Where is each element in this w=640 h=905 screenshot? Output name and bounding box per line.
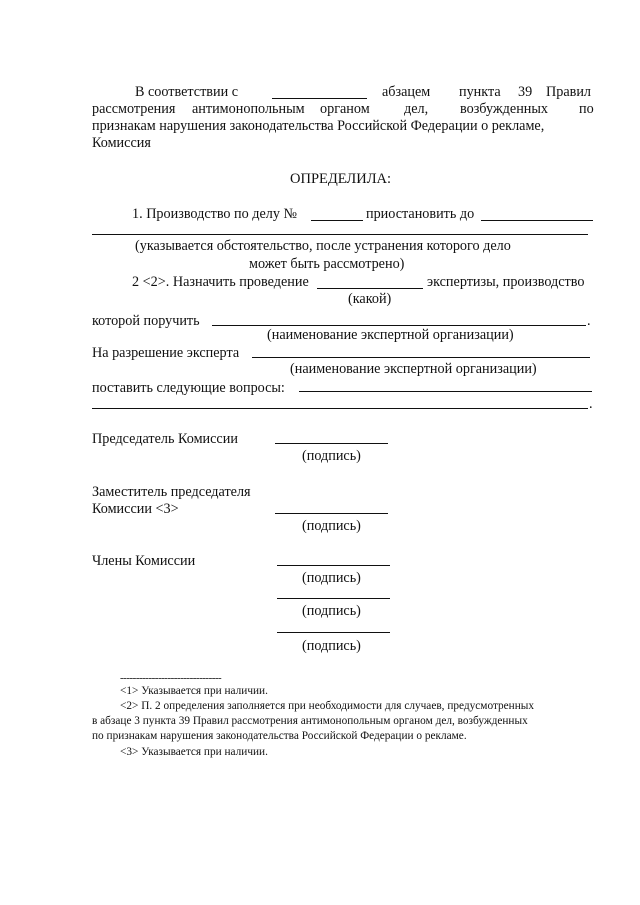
footnote-separator: -------------------------------- xyxy=(120,672,222,684)
footnote-2-line-3: по признакам нарушения законодательства Российской Федерации о рекламе. xyxy=(92,730,467,742)
intro-text: по xyxy=(579,101,594,117)
expert-name-field[interactable] xyxy=(252,357,590,358)
item2-prefix: 2 <2>. Назначить проведение xyxy=(132,274,309,290)
footnote-3: <3> Указывается при наличии. xyxy=(120,746,268,758)
intro-text: 39 xyxy=(518,84,533,100)
assign-end: . xyxy=(587,313,591,329)
intro-line-1c xyxy=(459,84,501,100)
item1-note-2: может быть рассмотрено) xyxy=(249,256,405,272)
expert-label: На разрешение эксперта xyxy=(92,345,240,361)
intro-line-2b xyxy=(192,101,305,117)
case-number-field[interactable] xyxy=(311,208,363,221)
intro-line-2c xyxy=(320,101,370,117)
intro-line-1d xyxy=(518,84,532,100)
signature-caption: (подпись) xyxy=(302,448,361,464)
footnote-1: <1> Указывается при наличии. xyxy=(120,685,268,697)
deputy-label-2: Комиссии <3> xyxy=(92,501,179,517)
members-label: Члены Комиссии xyxy=(92,553,196,569)
member-signature-line-2[interactable] xyxy=(277,598,390,599)
intro-line-1b xyxy=(382,84,430,100)
intro-line-2f xyxy=(579,101,594,117)
intro-text: пункта xyxy=(459,84,501,100)
signature-caption: (подпись) xyxy=(302,518,361,534)
note-org-1: (наименование экспертной организации) xyxy=(267,327,514,343)
intro-line-2e xyxy=(460,101,548,117)
intro-text: В соответствии с xyxy=(135,84,239,100)
intro-line-1e xyxy=(546,84,591,100)
intro-line-4: Комиссия xyxy=(92,135,151,151)
intro-line-3: признакам нарушения законодательства Российской Федерации о рекламе, xyxy=(92,118,545,134)
deputy-signature-line[interactable] xyxy=(275,513,388,514)
item1-note-1: (указывается обстоятельство, после устранения которого дело xyxy=(135,238,511,254)
suspend-until-field[interactable] xyxy=(481,208,593,221)
intro-text: органом xyxy=(320,101,370,117)
expertise-type-field[interactable] xyxy=(317,276,423,289)
member-signature-line-3[interactable] xyxy=(277,632,390,633)
footnote-2-line-2: в абзаце 3 пункта 39 Правил рассмотрения антимонопольным органом дел, возбужденных xyxy=(92,715,528,727)
expert-organization-field[interactable] xyxy=(212,325,586,326)
signature-caption: (подпись) xyxy=(302,603,361,619)
questions-field-1[interactable] xyxy=(299,391,592,392)
circumstance-field[interactable] xyxy=(92,234,588,235)
assign-label: которой поручить xyxy=(92,313,200,329)
questions-end: . xyxy=(589,396,593,412)
intro-line-2d xyxy=(404,101,428,117)
footnote-2-line-1: <2> П. 2 определения заполняется при необходимости для случаев, предусмотренных xyxy=(120,700,535,712)
blank-paragraph[interactable] xyxy=(272,86,367,99)
chair-label: Председатель Комиссии xyxy=(92,431,238,447)
intro-text: дел, xyxy=(404,101,429,117)
decision-heading: ОПРЕДЕЛИЛА: xyxy=(290,171,392,187)
intro-line-1a xyxy=(135,84,238,100)
item1-prefix: 1. Производство по делу № xyxy=(132,206,298,222)
signature-caption: (подпись) xyxy=(302,638,361,654)
deputy-label-1: Заместитель председателя xyxy=(92,484,251,500)
signature-caption: (подпись) xyxy=(302,570,361,586)
questions-field-2[interactable] xyxy=(92,408,588,409)
intro-text: абзацем xyxy=(382,84,431,100)
questions-label: поставить следующие вопросы: xyxy=(92,380,285,396)
chair-signature-line[interactable] xyxy=(275,443,388,444)
intro-text: антимонопольным xyxy=(192,101,305,117)
item2-suffix: экспертизы, производство xyxy=(427,274,585,290)
intro-text: возбужденных xyxy=(460,101,549,117)
item2-note-kind: (какой) xyxy=(348,291,392,307)
note-org-2: (наименование экспертной организации) xyxy=(290,361,537,377)
intro-line-2a xyxy=(92,101,175,117)
intro-text: рассмотрения xyxy=(92,101,176,117)
item1-middle: приостановить до xyxy=(366,206,475,222)
member-signature-line-1[interactable] xyxy=(277,565,390,566)
intro-text: Правил xyxy=(546,84,592,100)
